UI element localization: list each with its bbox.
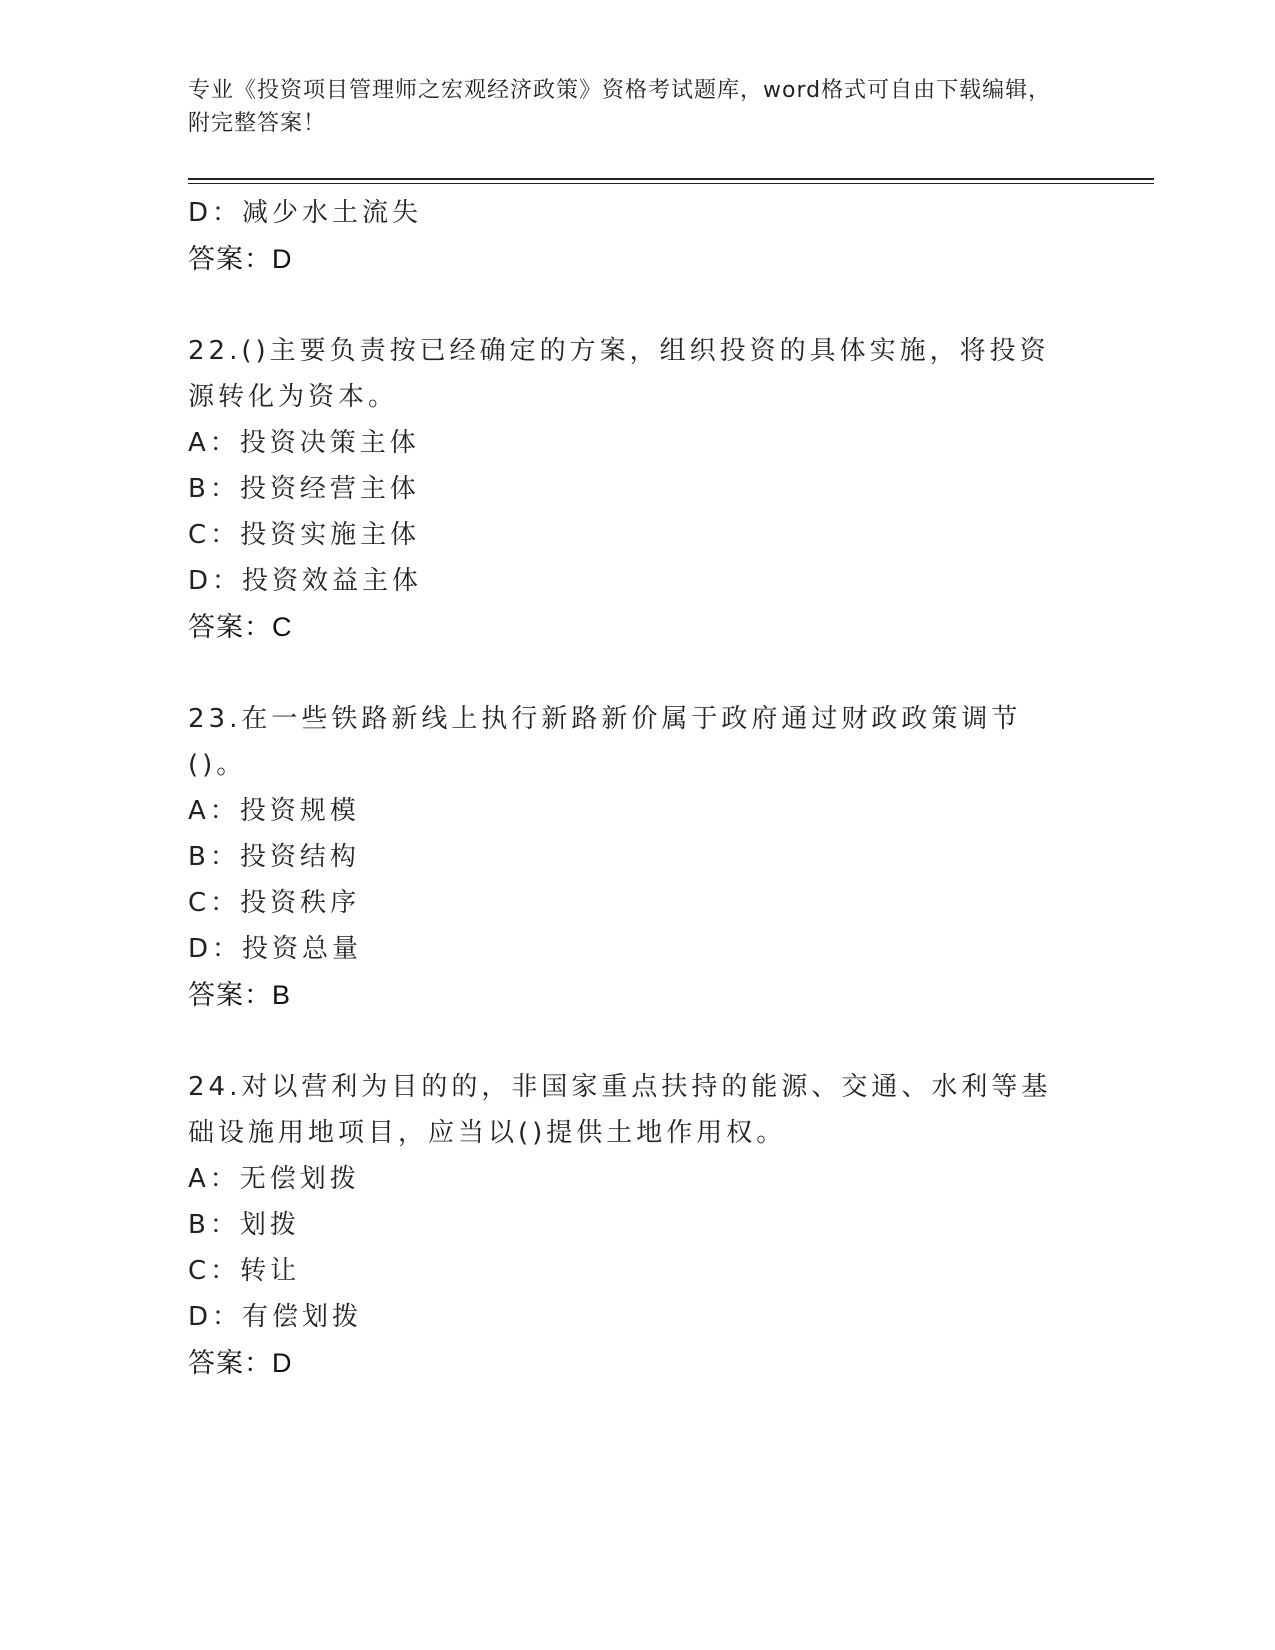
option-b: B：投资经营主体	[188, 474, 420, 504]
option-d: D：投资总量	[188, 934, 363, 964]
answer-line: 答案：D	[188, 244, 293, 274]
option-d: D：投资效益主体	[188, 566, 423, 596]
question-23	[188, 696, 1088, 1018]
option-a: A：无偿划拨	[188, 1164, 360, 1194]
option-c: C：投资实施主体	[188, 520, 421, 550]
option-d: D：减少水土流失	[188, 198, 423, 228]
option-c: C：转让	[188, 1256, 301, 1286]
answer-line: 答案：B	[188, 980, 292, 1010]
question-22	[188, 328, 1088, 650]
question-stem: 23.在一些铁路新线上执行新路新价属于政府通过财政政策调节()。	[188, 704, 1022, 780]
option-c: C：投资秩序	[188, 888, 361, 918]
option-d: D：有偿划拨	[188, 1302, 363, 1332]
header-divider-thin	[188, 183, 1154, 184]
option-a: A：投资决策主体	[188, 428, 420, 458]
document-header: 专业《投资项目管理师之宏观经济政策》资格考试题库，word格式可自由下载编辑，附完整答案！	[188, 78, 1052, 136]
question-stem: 24.对以营利为目的的，非国家重点扶持的能源、交通、水利等基础设施用地项目，应当以()提供土地作用权。	[188, 1072, 1052, 1148]
header-divider	[188, 178, 1154, 180]
option-a: A：投资规模	[188, 796, 360, 826]
answer-line: 答案：C	[188, 612, 293, 642]
question-24	[188, 1064, 1088, 1386]
option-b: B：划拨	[188, 1210, 300, 1240]
document-body	[188, 190, 1088, 1386]
answer-line: 答案：D	[188, 1348, 293, 1378]
question-stem: 22.()主要负责按已经确定的方案，组织投资的具体实施，将投资源转化为资本。	[188, 336, 1050, 412]
option-b: B：投资结构	[188, 842, 360, 872]
